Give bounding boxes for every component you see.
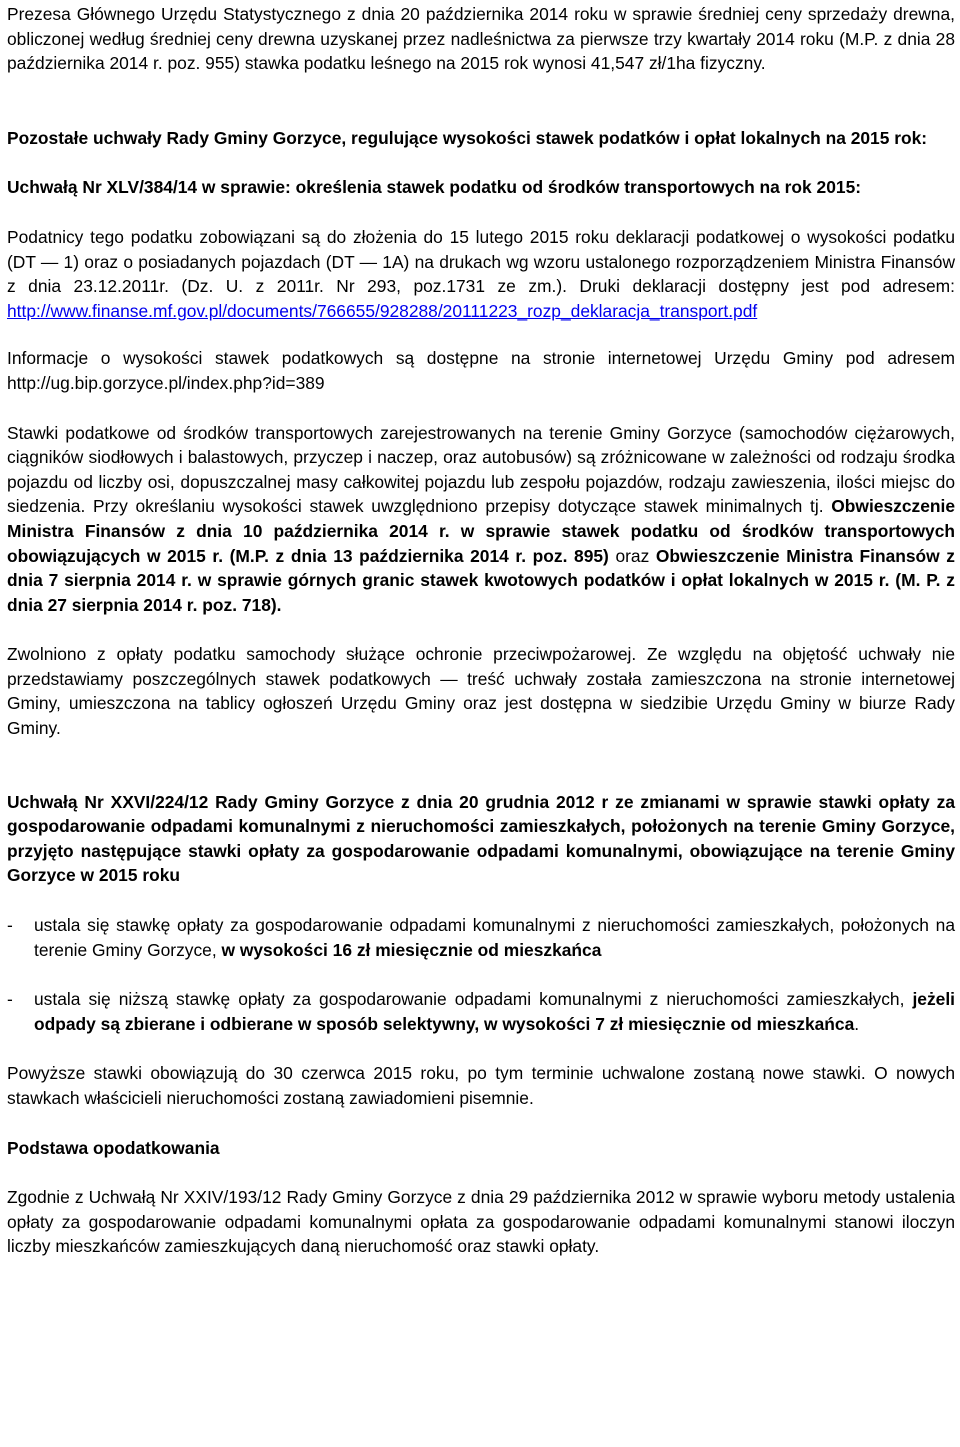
- taxpayers-text: Podatnicy tego podatku zobowiązani są do złożenia do 15 lutego 2015 roku deklaracji podatkowej o wysokości podatku (DT — 1) oraz o posiadanych pojazdach (DT — 1A) na drukach wg wzoru ustalonego rozporządzeniem Ministra Finansów z dnia 23.12.2011r. (Dz. U. z 2011r. Nr 293, poz.1731 ze zm.). Druki deklaracji dostępny jest pod adresem:: [7, 226, 955, 297]
- heading-transport-tax: Uchwałą Nr XLV/384/14 w sprawie: określenia stawek podatku od środków transportowych na rok 2015:: [7, 177, 862, 198]
- intro-paragraph: Prezesa Głównego Urzędu Statystycznego z dnia 20 października 2014 roku w sprawie średniej ceny sprzedaży drewna, obliczonej według średniej ceny drewna uzyskanej przez nadleśnictwa za pierwsze trzy kwartały 2014 roku (M.P. z dnia 28 października 2014 r. poz. 955) stawka podatku leśnego na 2015 rok wynosi 41,547 zł/1ha fizyczny.: [7, 4, 955, 74]
- rates-conjunction: oraz: [608, 545, 656, 566]
- taxpayers-paragraph: [7, 225, 955, 323]
- list-item-tail: .: [854, 1013, 860, 1034]
- list-dash: -: [7, 989, 13, 1010]
- list-dash: -: [7, 915, 13, 936]
- info-paragraph: Informacje o wysokości stawek podatkowych są dostępne na stronie internetowej Urzędu Gminy pod adresem http://ug.bip.gorzyce.pl/index.php?id=389: [7, 348, 955, 393]
- list-item-text: ustala się stawkę opłaty za gospodarowanie odpadami komunalnymi z nieruchomości zamieszkałych, położonych na terenie Gminy Gorzyce,: [34, 915, 955, 960]
- list-item: [7, 987, 955, 1036]
- validity-paragraph: Powyższe stawki obowiązują do 30 czerwca 2015 roku, po tym terminie uchwalone zostaną nowe stawki. O nowych stawkach właścicieli nieruchomości zostaną zawiadomieni pisemnie.: [7, 1063, 955, 1108]
- list-item-rate: w wysokości 7 zł miesięcznie od mieszkańca: [484, 1013, 855, 1034]
- heading-other-resolutions: Pozostałe uchwały Rady Gminy Gorzyce, regulujące wysokości stawek podatków i opłat lokalnych na 2015 rok:: [7, 127, 928, 148]
- list-item-condition: jeżeli odpady są zbierane i odbierane w sposób selektywny,: [34, 989, 955, 1034]
- rates-announcement-1: Obwieszczenie Ministra Finansów z dnia 10 października 2014 r. w sprawie stawek podatku od środków transportowych obowiązujących w 2015 r. (M.P. z dnia 13 października 2014 r. poz. 895): [7, 496, 955, 566]
- tax-basis-paragraph: Zgodnie z Uchwałą Nr XXIV/193/12 Rady Gminy Gorzyce z dnia 29 października 2012 w sprawie wyboru metody ustalenia opłaty za gospodarowanie odpadami komunalnymi opłata za gospodarowanie odpadami komunalnymi stanowi iloczyn liczby mieszkańców zamieszkujących daną nieruchomość oraz stawki opłaty.: [7, 1187, 955, 1257]
- rates-announcement-2: Obwieszczenie Ministra Finansów z dnia 7 sierpnia 2014 r. w sprawie górnych granic stawek kwotowych podatków i opłat lokalnych w 2015 r. (M. P. z dnia 27 sierpnia 2014 r. poz. 718).: [7, 545, 955, 615]
- declaration-link[interactable]: http://www.finanse.mf.gov.pl/documents/766655/928288/20111223_rozp_deklaracja_transport.pdf: [7, 300, 758, 321]
- rates-text: Stawki podatkowe od środków transportowych zarejestrowanych na terenie Gminy Gorzyce (samochodów ciężarowych, ciągników siodłowych i balastowych, przyczep i naczep, oraz autobusów) są zróżnicowane w zależności od rodzaju środka pojazdu od liczby osi, dopuszczalnej masy całkowitej pojazdu lub zespołu pojazdów, rodzaju zawieszenia, ilości miejsc do siedzenia. Przy określaniu wysokości stawek uwzględniono przepisy dotyczące stawek minimalnych tj.: [7, 422, 955, 517]
- list-item: [7, 913, 955, 962]
- list-item-rate: w wysokości 16 zł miesięcznie od mieszkańca: [221, 939, 602, 960]
- rates-paragraph: [7, 421, 955, 618]
- exemption-paragraph: Zwolniono z opłaty podatku samochody służące ochronie przeciwpożarowej. Ze względu na objętość uchwały nie przedstawiamy poszczególnych stawek podatkowych — treść uchwały została zamieszczona na stronie internetowej Gminy, umieszczona na tablicy ogłoszeń Urzędu Gminy oraz jest dostępna w siedzibie Urzędu Gminy w biurze Rady Gminy.: [7, 644, 955, 739]
- heading-waste-fee: Uchwałą Nr XXVI/224/12 Rady Gminy Gorzyce z dnia 20 grudnia 2012 r ze zmianami w sprawie stawki opłaty za gospodarowanie odpadami komunalnymi z nieruchomości zamieszkałych, położonych na terenie Gminy Gorzyce, przyjęto następujące stawki opłaty za gospodarowanie odpadami komunalnymi, obowiązujące na terenie Gminy Gorzyce w 2015 roku: [7, 791, 955, 886]
- list-item-text: ustala się niższą stawkę opłaty za gospodarowanie odpadami komunalnymi z nieruchomości zamieszkałych,: [34, 989, 913, 1010]
- heading-tax-basis: Podstawa opodatkowania: [7, 1137, 220, 1158]
